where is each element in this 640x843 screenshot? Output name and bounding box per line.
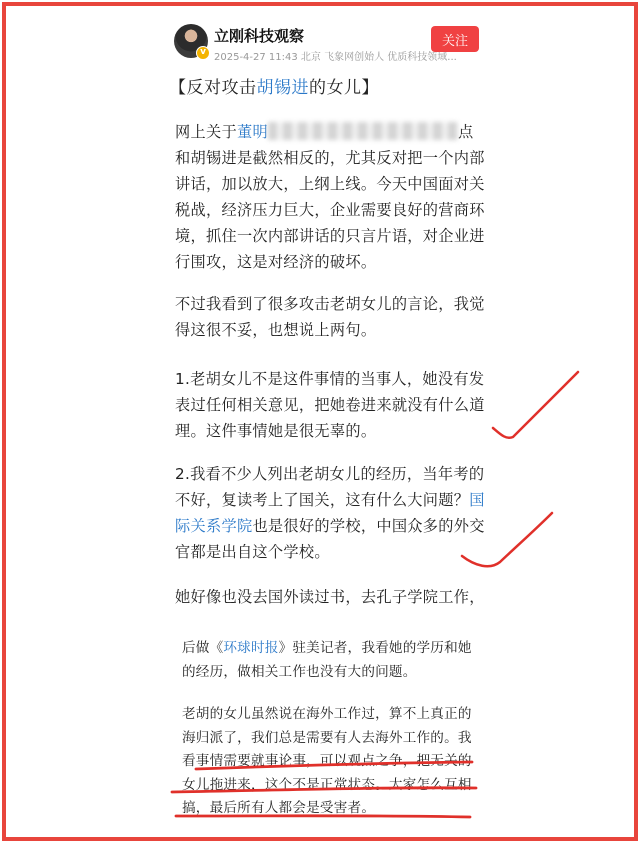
- follow-button[interactable]: 关注: [431, 26, 479, 52]
- article-title: [169, 73, 379, 98]
- blurred-text: [268, 122, 458, 140]
- paragraph-intro: [175, 119, 485, 275]
- author-name[interactable]: 立刚科技观察: [214, 27, 305, 45]
- p1-rest: 点和胡锡进是截然相反的，尤其反对把一个内部讲话，加以放大，上纲上线。今天中国面对关税战，经济压力巨大，企业需要良好的营商环境，抓住一次内部讲话的只言片语，对企业进行围攻，这是对经济的破坏。: [175, 123, 485, 271]
- paragraph-7: 老胡的女儿虽然说在海外工作过，算不上真正的海归派了，我们总是需要有人去海外工作的。我看事情需要就事论事，可以观点之争，把无关的女儿拖进来，这个不是正常状态。大家怎么互相搞，最后所有人都会是受害者。: [182, 706, 472, 816]
- screenshot-frame: [2, 2, 638, 841]
- p1-name-link[interactable]: 董明: [236, 123, 268, 141]
- paragraph-6: [182, 637, 472, 684]
- p4-suffix: 也是很好的学校，中国众多的外交官都是出自这个学校。: [175, 517, 485, 561]
- title-prefix: 【反对攻击: [169, 78, 257, 98]
- p4-school-link[interactable]: 国际关系学院: [175, 491, 485, 535]
- paragraph-2: 不过我看到了很多攻击老胡女儿的言论，我觉得这很不妥，也想说上两句。: [175, 295, 485, 339]
- p6-prefix: 后做《: [182, 640, 224, 656]
- title-topic-link[interactable]: 胡锡进: [256, 78, 309, 98]
- paragraph-5: 她好像也没去国外读过书，去孔子学院工作，: [175, 588, 485, 606]
- p6-suffix: 》驻美记者，我看她的学历和她的经历，做相关工作也没有大的问题。: [182, 640, 472, 680]
- p4-prefix: 2.我看不少人列出老胡女儿的经历，当年考的不好，复读考上了国关，这有什么大问题？: [175, 465, 485, 509]
- verified-badge-icon: v: [196, 46, 210, 60]
- paragraph-3: 1.老胡女儿不是这件事情的当事人，她没有发表过任何相关意见，把她卷进来就没有什么道理。这件事情她是很无辜的。: [175, 370, 485, 440]
- p6-newspaper-link[interactable]: 环球时报: [223, 640, 279, 656]
- title-suffix: 的女儿】: [309, 78, 379, 98]
- post-meta: 2025-4-27 11:43 北京 飞象网创始人 优质科技领域...: [214, 52, 457, 63]
- p1-prefix: 网上关于: [175, 123, 237, 141]
- paragraph-4: [175, 461, 485, 565]
